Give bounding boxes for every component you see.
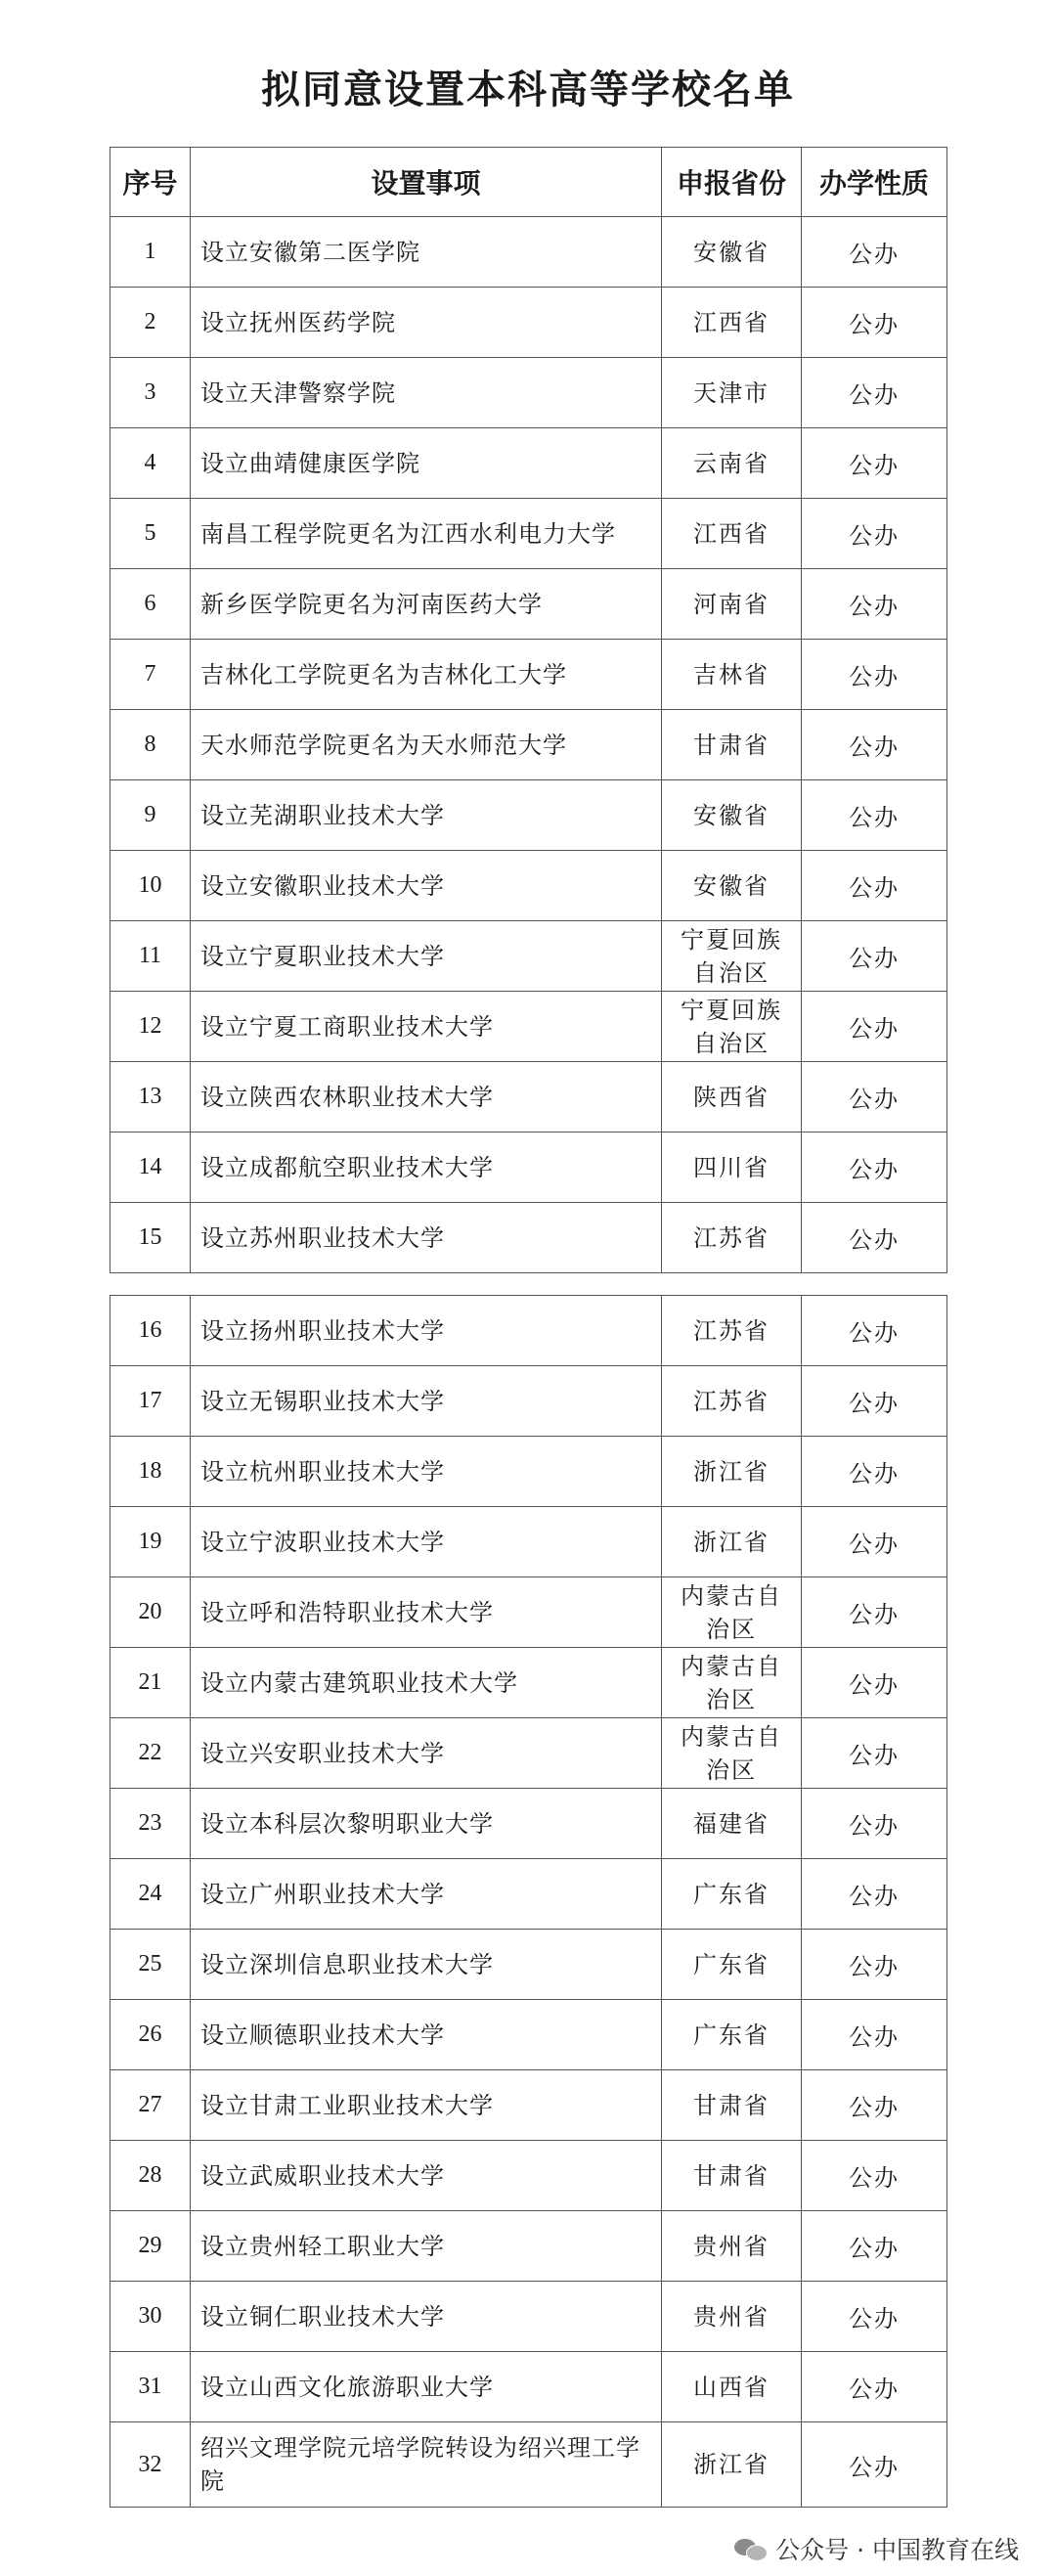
table-row bbox=[110, 780, 947, 851]
row-number: 11 bbox=[110, 921, 191, 992]
row-province: 江苏省 bbox=[662, 1203, 802, 1273]
row-province: 内蒙古自治区 bbox=[662, 1648, 802, 1718]
row-nature: 公办 bbox=[802, 851, 947, 921]
row-number: 18 bbox=[110, 1437, 191, 1507]
table-row bbox=[110, 2141, 947, 2211]
row-nature: 公办 bbox=[802, 2141, 947, 2211]
page-title: 拟同意设置本科高等学校名单 bbox=[261, 67, 795, 112]
row-nature: 公办 bbox=[802, 1577, 947, 1648]
table-row bbox=[110, 640, 947, 710]
row-province: 广东省 bbox=[662, 1930, 802, 2000]
row-nature: 公办 bbox=[802, 992, 947, 1062]
row-number: 32 bbox=[110, 2422, 191, 2508]
row-nature: 公办 bbox=[802, 1648, 947, 1718]
row-nature: 公办 bbox=[802, 1437, 947, 1507]
row-province: 浙江省 bbox=[662, 1507, 802, 1577]
row-item: 设立甘肃工业职业技术大学 bbox=[191, 2070, 662, 2141]
table-row bbox=[110, 1437, 947, 1507]
row-province: 广东省 bbox=[662, 2000, 802, 2070]
table-row bbox=[110, 288, 947, 358]
row-province: 江苏省 bbox=[662, 1366, 802, 1437]
header-number: 序号 bbox=[110, 148, 191, 217]
table-row bbox=[110, 1577, 947, 1648]
row-item: 设立苏州职业技术大学 bbox=[191, 1203, 662, 1273]
row-item: 设立无锡职业技术大学 bbox=[191, 1366, 662, 1437]
row-province: 陕西省 bbox=[662, 1062, 802, 1133]
row-nature: 公办 bbox=[802, 640, 947, 710]
row-nature: 公办 bbox=[802, 1062, 947, 1133]
row-number: 6 bbox=[110, 569, 191, 640]
row-province: 甘肃省 bbox=[662, 710, 802, 780]
row-number: 13 bbox=[110, 1062, 191, 1133]
row-province: 河南省 bbox=[662, 569, 802, 640]
table-row bbox=[110, 2352, 947, 2422]
table-row bbox=[110, 1930, 947, 2000]
row-item: 吉林化工学院更名为吉林化工大学 bbox=[191, 640, 662, 710]
table-row bbox=[110, 499, 947, 569]
table-header-row bbox=[110, 148, 947, 217]
row-item: 设立陕西农林职业技术大学 bbox=[191, 1062, 662, 1133]
row-nature: 公办 bbox=[802, 2422, 947, 2508]
row-province: 云南省 bbox=[662, 428, 802, 499]
row-nature: 公办 bbox=[802, 710, 947, 780]
row-number: 4 bbox=[110, 428, 191, 499]
row-province: 浙江省 bbox=[662, 1437, 802, 1507]
row-number: 26 bbox=[110, 2000, 191, 2070]
row-item: 设立扬州职业技术大学 bbox=[191, 1296, 662, 1366]
row-item: 设立宁夏工商职业技术大学 bbox=[191, 992, 662, 1062]
row-item: 设立广州职业技术大学 bbox=[191, 1859, 662, 1930]
table-row bbox=[110, 569, 947, 640]
row-province: 江西省 bbox=[662, 499, 802, 569]
table-row bbox=[110, 1062, 947, 1133]
row-province: 福建省 bbox=[662, 1789, 802, 1859]
row-item: 设立武威职业技术大学 bbox=[191, 2141, 662, 2211]
row-number: 7 bbox=[110, 640, 191, 710]
row-number: 29 bbox=[110, 2211, 191, 2282]
row-province: 安徽省 bbox=[662, 780, 802, 851]
row-number: 22 bbox=[110, 1718, 191, 1789]
wechat-icon bbox=[734, 2536, 768, 2561]
row-province: 天津市 bbox=[662, 358, 802, 428]
table-row bbox=[110, 428, 947, 499]
table-row bbox=[110, 2000, 947, 2070]
row-nature: 公办 bbox=[802, 1789, 947, 1859]
row-nature: 公办 bbox=[802, 780, 947, 851]
row-item: 南昌工程学院更名为江西水利电力大学 bbox=[191, 499, 662, 569]
row-province: 内蒙古自治区 bbox=[662, 1718, 802, 1789]
row-number: 8 bbox=[110, 710, 191, 780]
row-province: 宁夏回族自治区 bbox=[662, 921, 802, 992]
header-item: 设置事项 bbox=[191, 148, 662, 217]
school-list-table-part1 bbox=[110, 147, 947, 1273]
row-item: 设立杭州职业技术大学 bbox=[191, 1437, 662, 1507]
row-number: 20 bbox=[110, 1577, 191, 1648]
table-row bbox=[110, 2422, 947, 2508]
table-row bbox=[110, 992, 947, 1062]
row-nature: 公办 bbox=[802, 217, 947, 288]
row-province: 甘肃省 bbox=[662, 2070, 802, 2141]
watermark-text: 公众号 · 中国教育在线 bbox=[775, 2536, 1019, 2564]
school-list-table-part2 bbox=[110, 1295, 947, 2508]
row-item: 设立宁夏职业技术大学 bbox=[191, 921, 662, 992]
row-item: 设立宁波职业技术大学 bbox=[191, 1507, 662, 1577]
row-nature: 公办 bbox=[802, 2070, 947, 2141]
header-province: 申报省份 bbox=[662, 148, 802, 217]
row-number: 25 bbox=[110, 1930, 191, 2000]
row-nature: 公办 bbox=[802, 569, 947, 640]
row-nature: 公办 bbox=[802, 1718, 947, 1789]
row-item: 设立曲靖健康医学院 bbox=[191, 428, 662, 499]
row-province: 贵州省 bbox=[662, 2211, 802, 2282]
row-province: 江西省 bbox=[662, 288, 802, 358]
row-nature: 公办 bbox=[802, 1133, 947, 1203]
row-item: 绍兴文理学院元培学院转设为绍兴理工学院 bbox=[191, 2422, 662, 2508]
row-nature: 公办 bbox=[802, 358, 947, 428]
row-nature: 公办 bbox=[802, 499, 947, 569]
row-number: 17 bbox=[110, 1366, 191, 1437]
table-row bbox=[110, 1507, 947, 1577]
row-nature: 公办 bbox=[802, 2211, 947, 2282]
row-number: 10 bbox=[110, 851, 191, 921]
row-item: 设立顺德职业技术大学 bbox=[191, 2000, 662, 2070]
row-item: 设立兴安职业技术大学 bbox=[191, 1718, 662, 1789]
table-row bbox=[110, 1859, 947, 1930]
row-nature: 公办 bbox=[802, 288, 947, 358]
row-item: 新乡医学院更名为河南医药大学 bbox=[191, 569, 662, 640]
row-nature: 公办 bbox=[802, 2352, 947, 2422]
row-nature: 公办 bbox=[802, 921, 947, 992]
row-number: 2 bbox=[110, 288, 191, 358]
row-province: 山西省 bbox=[662, 2352, 802, 2422]
row-nature: 公办 bbox=[802, 428, 947, 499]
row-number: 3 bbox=[110, 358, 191, 428]
row-item: 设立成都航空职业技术大学 bbox=[191, 1133, 662, 1203]
row-province: 内蒙古自治区 bbox=[662, 1577, 802, 1648]
table-row bbox=[110, 1203, 947, 1273]
row-item: 设立抚州医药学院 bbox=[191, 288, 662, 358]
watermark bbox=[734, 2531, 1019, 2566]
row-number: 19 bbox=[110, 1507, 191, 1577]
table-row bbox=[110, 358, 947, 428]
table-row bbox=[110, 1296, 947, 1366]
row-item: 设立深圳信息职业技术大学 bbox=[191, 1930, 662, 2000]
row-number: 15 bbox=[110, 1203, 191, 1273]
row-item: 设立呼和浩特职业技术大学 bbox=[191, 1577, 662, 1648]
table-row bbox=[110, 710, 947, 780]
row-number: 23 bbox=[110, 1789, 191, 1859]
header-nature: 办学性质 bbox=[802, 148, 947, 217]
table-row bbox=[110, 1789, 947, 1859]
row-item: 设立本科层次黎明职业大学 bbox=[191, 1789, 662, 1859]
table-row bbox=[110, 2282, 947, 2352]
row-number: 21 bbox=[110, 1648, 191, 1718]
row-province: 江苏省 bbox=[662, 1296, 802, 1366]
row-nature: 公办 bbox=[802, 2000, 947, 2070]
row-item: 设立天津警察学院 bbox=[191, 358, 662, 428]
table-row bbox=[110, 1648, 947, 1718]
row-item: 设立安徽第二医学院 bbox=[191, 217, 662, 288]
row-number: 9 bbox=[110, 780, 191, 851]
table-row bbox=[110, 2211, 947, 2282]
table-row bbox=[110, 1718, 947, 1789]
row-item: 设立芜湖职业技术大学 bbox=[191, 780, 662, 851]
row-number: 31 bbox=[110, 2352, 191, 2422]
row-number: 28 bbox=[110, 2141, 191, 2211]
table-row bbox=[110, 217, 947, 288]
row-item: 设立内蒙古建筑职业技术大学 bbox=[191, 1648, 662, 1718]
row-nature: 公办 bbox=[802, 1296, 947, 1366]
row-number: 24 bbox=[110, 1859, 191, 1930]
row-number: 16 bbox=[110, 1296, 191, 1366]
row-nature: 公办 bbox=[802, 1366, 947, 1437]
table-row bbox=[110, 921, 947, 992]
table-row bbox=[110, 851, 947, 921]
row-province: 安徽省 bbox=[662, 851, 802, 921]
row-province: 贵州省 bbox=[662, 2282, 802, 2352]
row-province: 浙江省 bbox=[662, 2422, 802, 2508]
row-item: 设立铜仁职业技术大学 bbox=[191, 2282, 662, 2352]
row-number: 1 bbox=[110, 217, 191, 288]
row-province: 安徽省 bbox=[662, 217, 802, 288]
row-province: 吉林省 bbox=[662, 640, 802, 710]
row-province: 宁夏回族自治区 bbox=[662, 992, 802, 1062]
row-province: 甘肃省 bbox=[662, 2141, 802, 2211]
table-row bbox=[110, 1366, 947, 1437]
row-province: 广东省 bbox=[662, 1859, 802, 1930]
row-number: 27 bbox=[110, 2070, 191, 2141]
row-number: 14 bbox=[110, 1133, 191, 1203]
row-number: 30 bbox=[110, 2282, 191, 2352]
table-row bbox=[110, 1133, 947, 1203]
row-nature: 公办 bbox=[802, 1507, 947, 1577]
table-row bbox=[110, 2070, 947, 2141]
row-nature: 公办 bbox=[802, 1203, 947, 1273]
row-item: 设立贵州轻工职业大学 bbox=[191, 2211, 662, 2282]
row-item: 设立山西文化旅游职业大学 bbox=[191, 2352, 662, 2422]
row-province: 四川省 bbox=[662, 1133, 802, 1203]
row-number: 12 bbox=[110, 992, 191, 1062]
row-item: 天水师范学院更名为天水师范大学 bbox=[191, 710, 662, 780]
row-nature: 公办 bbox=[802, 1930, 947, 2000]
row-nature: 公办 bbox=[802, 1859, 947, 1930]
row-item: 设立安徽职业技术大学 bbox=[191, 851, 662, 921]
row-nature: 公办 bbox=[802, 2282, 947, 2352]
row-number: 5 bbox=[110, 499, 191, 569]
